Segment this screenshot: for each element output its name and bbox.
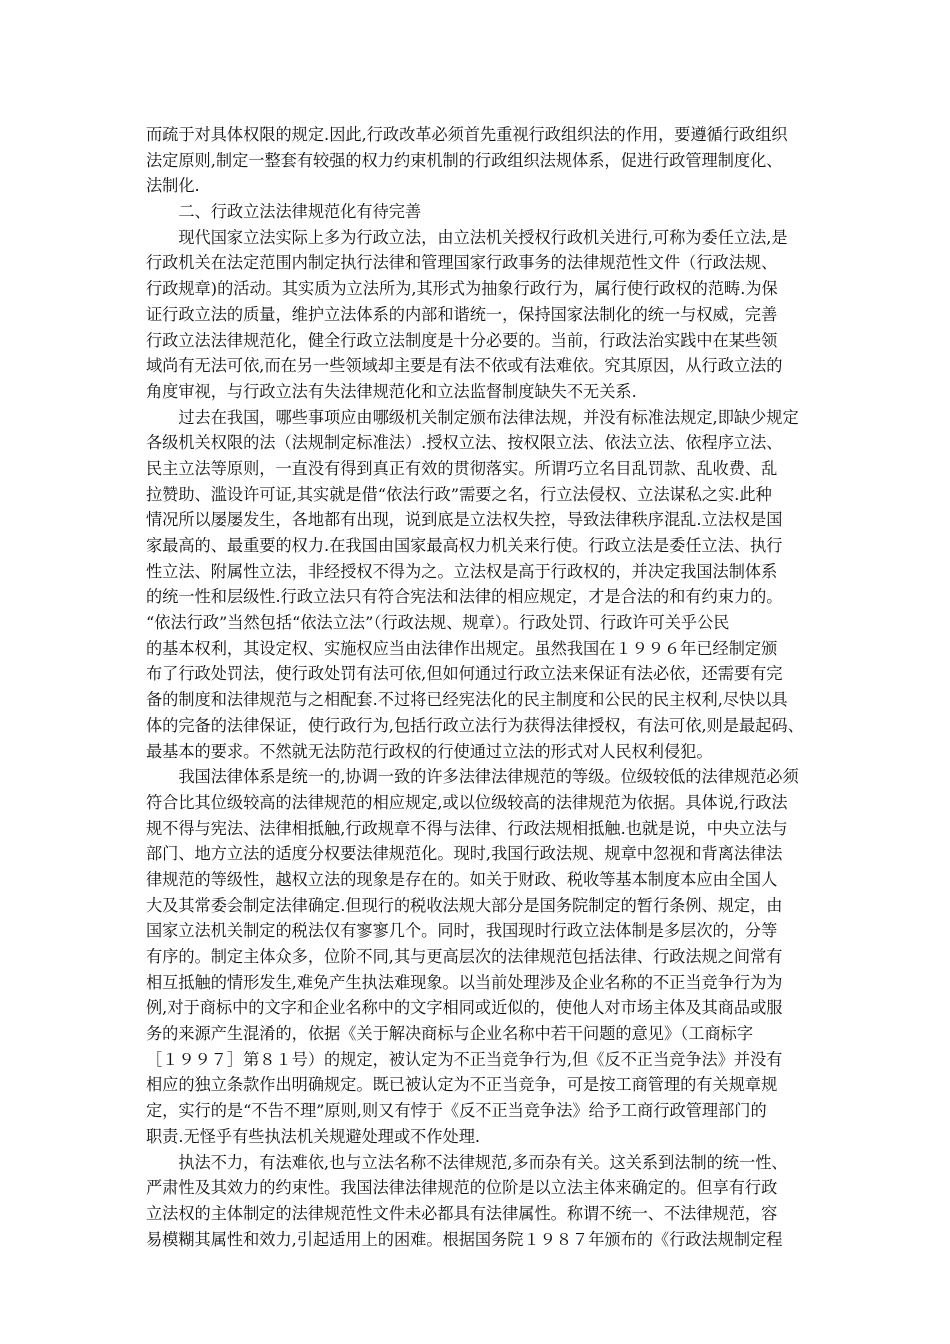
text-line: 定，实行的是“不告不理”原则,则又有悖于《反不正当竞争法》给予工商行政管理部门的	[146, 1101, 767, 1121]
text-line: 大及其常委会制定法律确定.但现行的税收法规大部分是国务院制定的暂行条例、规定，由	[146, 895, 783, 915]
text-line: 相应的独立条款作出明确规定。既已被认定为不正当竞争，可是按工商管理的有关规章规	[146, 1075, 778, 1095]
text-line: 证行政立法的质量，维护立法体系的内部和谐统一，保持国家法制化的统一与权威，完善	[146, 304, 778, 324]
text-line: 例,对于商标中的文字和企业名称中的文字相同或近似的，使他人对市场主体及其商品或服	[146, 998, 783, 1018]
text-line: 布了行政处罚法，使行政处罚有法可依,但如何通过行政立法来保证有法必依，还需要有完	[146, 664, 783, 684]
text-line: 域尚有无法可依,而在另一些领域却主要是有法不依或有法难依。究其原因，从行政立法的	[146, 356, 783, 376]
text-line: 拉赞助、滥设许可证,其实就是借“依法行政”需要之名，行立法侵权、立法谋私之实.此种	[146, 484, 772, 504]
text-line: 情况所以屡屡发生，各地都有出现，说到底是立法权失控，导致法律秩序混乱.立法权是国	[146, 510, 783, 530]
text-line: 法定原则,制定一整套有较强的权力约束机制的行政组织法规体系，促进行政管理制度化、	[146, 150, 783, 170]
text-line: 角度审视，与行政立法有失法律规范化和立法监督制度缺失不无关系.	[146, 381, 637, 401]
text-line: “依法行政”当然包括“依法立法”（行政法规、规章）。行政处罚、行政许可关乎公民	[146, 613, 730, 633]
text-line: 行政立法法律规范化，健全行政立法制度是十分必要的。当前，行政法治实践中在某些领	[146, 330, 778, 350]
text-line: 易模糊其属性和效力,引起适用上的困难。根据国务院１９８７年颁布的《行政法规制定程	[146, 1229, 783, 1249]
text-line: 体的完备的法律保证，使行政行为,包括行政立法行为获得法律授权，有法可依,则是最起码、	[146, 715, 804, 735]
text-line: 法制化.	[146, 176, 200, 196]
text-line: 相互抵触的情形发生,难免产生执法难现象。以当前处理涉及企业名称的不正当竞争行为为	[146, 972, 783, 992]
text-line: 有序的。制定主体众多，位阶不同,其与更高层次的法律规范包括法律、行政法规之间常有	[146, 947, 783, 966]
text-line: 行政机关在法定范围内制定执行法律和管理国家行政事务的法律规范性文件（行政法规、	[146, 253, 778, 273]
text-line: 执法不力，有法难依,也与立法名称不法律规范,多而杂有关。这关系到法制的统一性、	[146, 1152, 788, 1172]
text-line: 性立法、附属性立法，非经授权不得为之。立法权是高于行政权的，并决定我国法制体系	[146, 561, 778, 581]
text-line: 符合比其位级较高的法律规范的相应规定,或以位级较高的法律规范为依据。具体说,行政法	[146, 792, 788, 812]
text-line: ［１９９７］第８１号）的规定，被认定为不正当竞争行为,但《反不正当竞争法》并没有	[146, 1049, 783, 1069]
text-line: 务的来源产生混淆的，依据《关于解决商标与企业名称中若干问题的意见》（工商标字	[146, 1024, 754, 1044]
text-line: 部门、地方立法的适度分权要法律规范化。现时,我国行政法规、规章中忽视和背离法律法	[146, 844, 783, 864]
text-line: 备的制度和法律规范与之相配套.不过将已经宪法化的民主制度和公民的民主权利,尽快以具	[146, 690, 788, 710]
text-line: 职责.无怪乎有些执法机关规避处理或不作处理.	[146, 1126, 481, 1146]
text-line: 律规范的等级性，越权立法的现象是存在的。如关于财政、税收等基本制度本应由全国人	[146, 869, 778, 889]
text-line: 而疏于对具体权限的规定.因此,行政改革必须首先重视行政组织法的作用，要遵循行政组织	[146, 125, 788, 144]
document-body	[146, 122, 826, 1252]
text-line: 规不得与宪法、法律相抵触,行政规章不得与法律、行政法规相抵触.也就是说，中央立法与	[146, 818, 788, 838]
text-line: 行政规章)的活动。其实质为立法所为,其形式为抽象行政行为，属行使行政权的范畴.为保	[146, 279, 778, 299]
text-line: 立法权的主体制定的法律规范性文件未必都具有法律属性。称谓不统一、不法律规范，容	[146, 1203, 778, 1223]
text-line: 各级机关权限的法（法规制定标准法）.授权立法、按权限立法、依法立法、依程序立法、	[146, 433, 783, 453]
text-line: 的统一性和层级性.行政立法只有符合宪法和法律的相应规定，才是合法的和有约束力的。	[146, 587, 783, 607]
text-line: 我国法律体系是统一的,协调一致的许多法律法律规范的等级。位级较低的法律规范必须	[146, 767, 799, 787]
text-line: 国家立法机关制定的税法仅有寥寥几个。同时，我国现时行政立法体制是多层次的，分等	[146, 921, 778, 941]
text-line: 的基本权利，其设定权、实施权应当由法律作出规定。虽然我国在１９９６年已经制定颁	[146, 638, 778, 658]
text-line: 最基本的要求。不然就无法防范行政权的行使通过立法的形式对人民权利侵犯。	[146, 741, 713, 761]
text-line: 过去在我国，哪些事项应由哪级机关制定颁布法律法规，并没有标准法规定,即缺少规定	[146, 407, 799, 427]
text-line: 现代国家立法实际上多为行政立法，由立法机关授权行政机关进行,可称为委任立法,是	[146, 227, 788, 247]
text-line: 家最高的、最重要的权力.在我国由国家最高权力机关来行使。行政立法是委任立法、执行	[146, 536, 783, 555]
section-heading: 二、行政立法法律规范化有待完善	[146, 202, 422, 222]
text-line: 民主立法等原则，一直没有得到真正有效的贯彻落实。所谓巧立名目乱罚款、乱收费、乱	[146, 458, 778, 478]
text-line: 严肃性及其效力的约束性。我国法律法律规范的位阶是以立法主体来确定的。但享有行政	[146, 1178, 778, 1198]
